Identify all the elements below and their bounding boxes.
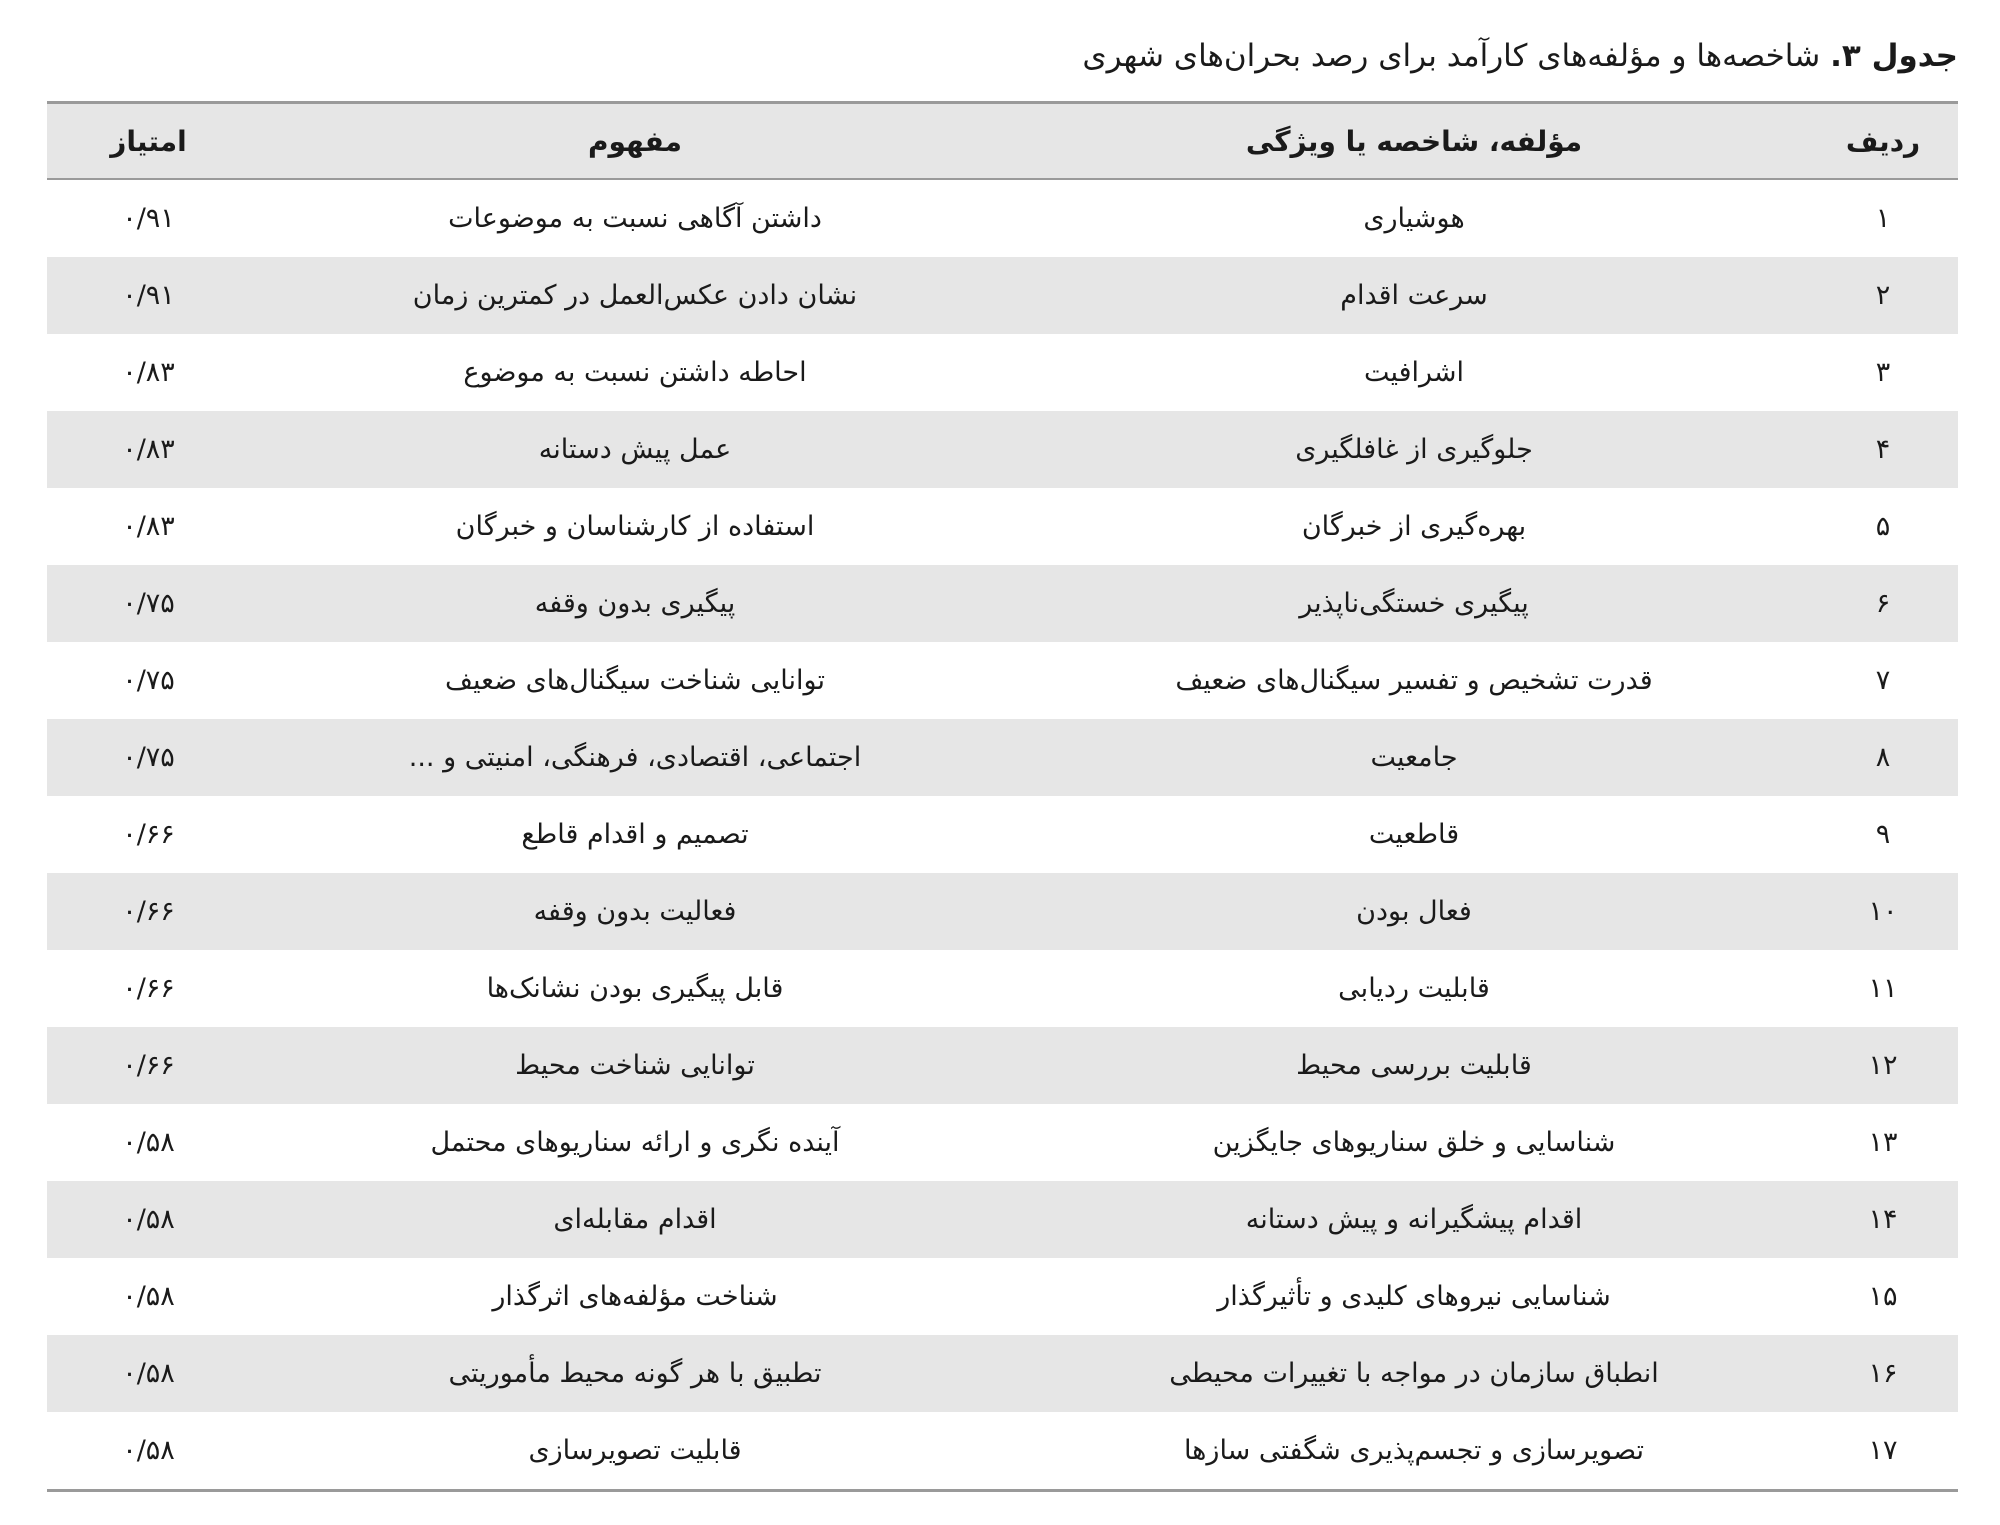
header-concept: مفهوم <box>587 124 683 158</box>
header-feature: مؤلفه، شاخصه یا ویژگی <box>1245 124 1583 158</box>
concept-cell: قابلیت تصویرسازی <box>528 1435 742 1466</box>
score-cell: ۰/۸۳ <box>122 511 175 542</box>
criteria-table <box>47 101 1958 1492</box>
feature-cell: پیگیری خستگی‌ناپذیر <box>1299 588 1529 619</box>
table-row <box>47 1335 1958 1412</box>
concept-cell: عمل پیش دستانه <box>538 434 732 465</box>
row-number: ۱۰ <box>1868 896 1898 927</box>
feature-cell: سرعت اقدام <box>1340 280 1488 311</box>
concept-cell: آینده نگری و ارائه سناریوهای محتمل <box>430 1127 840 1158</box>
score-cell: ۰/۸۳ <box>122 357 175 388</box>
score-cell: ۰/۷۵ <box>122 742 175 773</box>
table-row <box>47 411 1958 488</box>
concept-cell: استفاده از کارشناسان و خبرگان <box>455 511 815 542</box>
score-cell: ۰/۹۱ <box>122 280 175 311</box>
row-number: ۸ <box>1875 742 1891 773</box>
concept-cell: توانایی شناخت محیط <box>515 1050 755 1081</box>
row-number: ۱ <box>1875 203 1891 234</box>
concept-cell: پیگیری بدون وقفه <box>534 588 736 619</box>
feature-cell: شناسایی نیروهای کلیدی و تأثیرگذار <box>1217 1281 1611 1312</box>
feature-cell: هوشیاری <box>1363 203 1465 234</box>
feature-cell: شناسایی و خلق سناریوهای جایگزین <box>1212 1127 1616 1158</box>
row-number: ۱۲ <box>1868 1050 1898 1081</box>
score-cell: ۰/۶۶ <box>122 1050 175 1081</box>
feature-cell: اشرافیت <box>1363 357 1465 388</box>
table-row <box>47 334 1958 411</box>
feature-cell: قابلیت بررسی محیط <box>1296 1050 1532 1081</box>
row-number: ۳ <box>1875 357 1891 388</box>
table-bottom-rule <box>47 1489 1958 1492</box>
concept-cell: توانایی شناخت سیگنال‌های ضعیف <box>445 665 825 696</box>
table-row <box>47 950 1958 1027</box>
feature-cell: جامعیت <box>1370 742 1458 773</box>
row-number: ۷ <box>1875 665 1891 696</box>
feature-cell: قابلیت ردیابی <box>1338 973 1490 1004</box>
concept-cell: شناخت مؤلفه‌های اثرگذار <box>492 1281 778 1312</box>
feature-cell: انطباق سازمان در مواجه با تغییرات محیطی <box>1169 1358 1659 1389</box>
table-row <box>47 257 1958 334</box>
table-row <box>47 1027 1958 1104</box>
table-row <box>47 180 1958 257</box>
feature-cell: اقدام پیشگیرانه و پیش دستانه <box>1245 1204 1583 1235</box>
score-cell: ۰/۶۶ <box>122 819 175 850</box>
concept-cell: تصمیم و اقدام قاطع <box>521 819 749 850</box>
row-number: ۱۱ <box>1868 973 1898 1004</box>
row-number: ۱۳ <box>1868 1127 1898 1158</box>
score-cell: ۰/۵۸ <box>122 1281 175 1312</box>
table-row <box>47 719 1958 796</box>
concept-cell: داشتن آگاهی نسبت به موضوعات <box>448 203 822 234</box>
row-number: ۱۵ <box>1868 1281 1898 1312</box>
feature-cell: قاطعیت <box>1368 819 1460 850</box>
score-cell: ۰/۶۶ <box>122 973 175 1004</box>
table-row <box>47 796 1958 873</box>
row-number: ۱۶ <box>1868 1358 1898 1389</box>
row-number: ۶ <box>1875 588 1891 619</box>
table-row <box>47 1181 1958 1258</box>
concept-cell: قابل پیگیری بودن نشانک‌ها <box>486 973 784 1004</box>
row-number: ۲ <box>1875 280 1891 311</box>
table-caption <box>1000 32 1958 80</box>
score-cell: ۰/۷۵ <box>122 665 175 696</box>
row-number: ۱۷ <box>1868 1435 1898 1466</box>
score-cell: ۰/۷۵ <box>122 588 175 619</box>
score-cell: ۰/۹۱ <box>122 203 175 234</box>
score-cell: ۰/۵۸ <box>122 1204 175 1235</box>
score-cell: ۰/۶۶ <box>122 896 175 927</box>
concept-cell: اقدام مقابله‌ای <box>553 1204 717 1235</box>
table-row <box>47 1258 1958 1335</box>
caption-label: جدول ۳. <box>1830 38 1958 74</box>
concept-cell: اجتماعی، اقتصادی، فرهنگی، امنیتی و ... <box>408 742 862 773</box>
header-score: امتیاز <box>110 124 187 158</box>
table-row <box>47 565 1958 642</box>
feature-cell: تصویرسازی و تجسم‌پذیری شگفتی سازها <box>1183 1435 1645 1466</box>
header-row-number: ردیف <box>1845 124 1921 158</box>
feature-cell: جلوگیری از غافلگیری <box>1295 434 1533 465</box>
row-number: ۹ <box>1875 819 1891 850</box>
concept-cell: تطبیق با هر گونه محیط مأموریتی <box>448 1358 822 1389</box>
feature-cell: فعال بودن <box>1356 896 1472 927</box>
feature-cell: قدرت تشخیص و تفسیر سیگنال‌های ضعیف <box>1175 665 1653 696</box>
table-body <box>47 180 1958 1489</box>
table-row <box>47 642 1958 719</box>
concept-cell: فعالیت بدون وقفه <box>533 896 737 927</box>
score-cell: ۰/۵۸ <box>122 1435 175 1466</box>
score-cell: ۰/۵۸ <box>122 1358 175 1389</box>
feature-cell: بهره‌گیری از خبرگان <box>1301 511 1527 542</box>
table-header-row <box>47 104 1958 178</box>
table-row <box>47 873 1958 950</box>
table-row <box>47 1412 1958 1489</box>
caption-text: شاخصه‌ها و مؤلفه‌های کارآمد برای رصد بحران‌های شهری <box>1082 38 1831 74</box>
row-number: ۱۴ <box>1868 1204 1898 1235</box>
score-cell: ۰/۵۸ <box>122 1127 175 1158</box>
row-number: ۴ <box>1875 434 1891 465</box>
table-row <box>47 488 1958 565</box>
concept-cell: نشان دادن عکس‌العمل در کمترین زمان <box>412 280 858 311</box>
concept-cell: احاطه داشتن نسبت به موضوع <box>463 357 807 388</box>
table-row <box>47 1104 1958 1181</box>
row-number: ۵ <box>1875 511 1891 542</box>
score-cell: ۰/۸۳ <box>122 434 175 465</box>
